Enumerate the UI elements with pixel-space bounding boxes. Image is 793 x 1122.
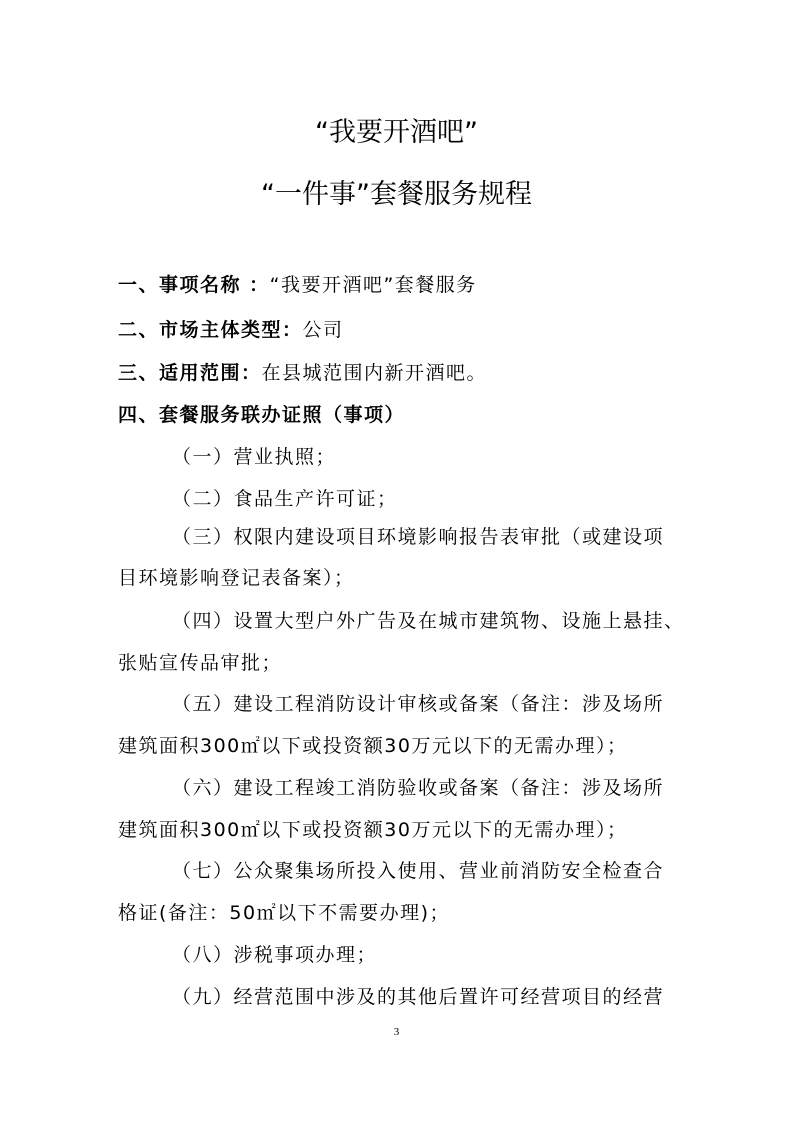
list-item-8: （八）涉税事项办理； [172, 944, 378, 966]
section-text: 公司 [302, 319, 344, 341]
section-text: “我要开酒吧”套餐服务 [269, 274, 477, 296]
section-text: 在县城范围内新开酒吧。 [261, 362, 488, 384]
section-scope [118, 358, 487, 385]
list-item-6: （六）建设工程竣工消防验收或备案（备注：涉及场所 [172, 777, 665, 799]
list-item-4-continued: 张贴宣传品审批； [118, 652, 283, 674]
section-label: 三、适用范围： [118, 362, 262, 384]
document-title-line-1: “我要开酒吧” [315, 117, 478, 148]
section-entity-type [118, 315, 344, 342]
section-licenses [118, 400, 405, 427]
list-item-4: （四）设置大型户外广告及在城市建筑物、设施上悬挂、 [172, 610, 685, 632]
section-item-name [118, 270, 477, 297]
section-label: 一、事项名称 ： [118, 274, 270, 296]
page-number: 3 [393, 1026, 400, 1038]
document-title-line-2: “一件事”套餐服务规程 [261, 179, 532, 210]
section-label: 四、套餐服务联办证照（事项） [118, 404, 406, 426]
section-label: 二、市场主体类型： [118, 319, 303, 341]
list-item-3-continued: 目环境影响登记表备案）； [118, 567, 355, 589]
list-item-5-continued: 建筑面积300㎡以下或投资额30万元以下的无需办理）； [118, 735, 628, 757]
list-item-9: （九）经营范围中涉及的其他后置许可经营项目的经营 [172, 986, 665, 1008]
list-item-3: （三）权限内建设项目环境影响报告表审批（或建设项 [172, 526, 665, 548]
list-item-5: （五）建设工程消防设计审核或备案（备注：涉及场所 [172, 693, 665, 715]
list-item-7-continued: 格证(备注：50㎡以下不需要办理)； [118, 902, 451, 924]
list-item-6-continued: 建筑面积300㎡以下或投资额30万元以下的无需办理）； [118, 819, 628, 841]
list-item-1: （一）营业执照； [172, 446, 337, 468]
list-item-7: （七）公众聚集场所投入使用、营业前消防安全检查合 [172, 860, 665, 882]
list-item-2: （二）食品生产许可证； [172, 488, 398, 510]
